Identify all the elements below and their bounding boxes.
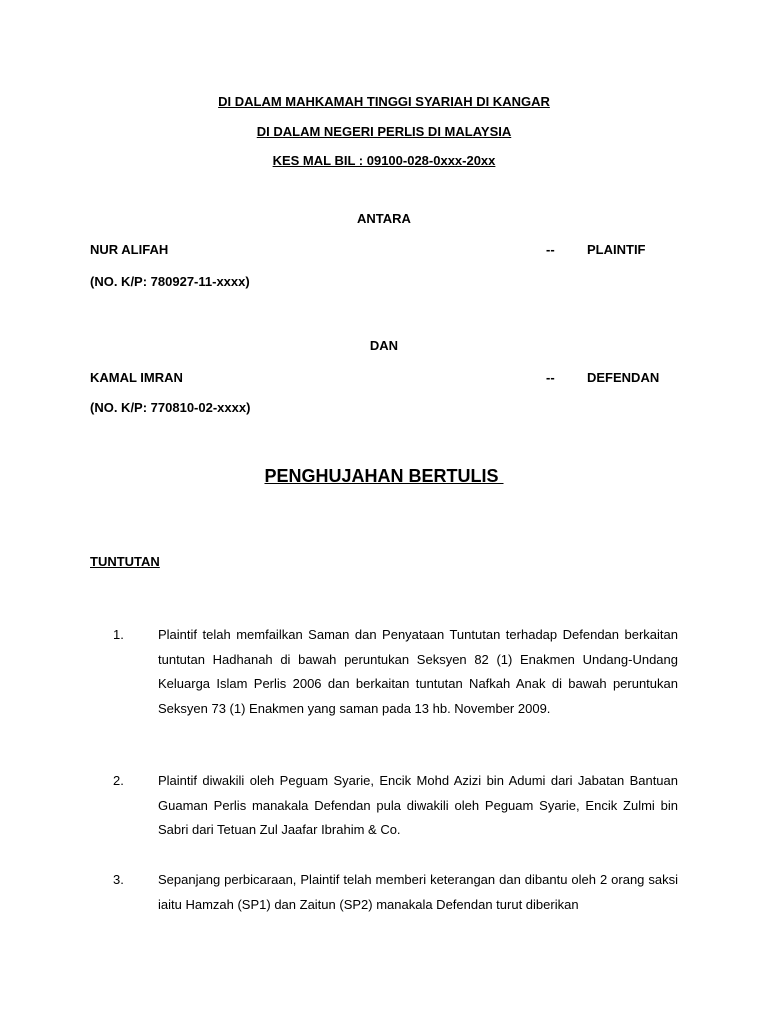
document-title: PENGHUJAHAN BERTULIS [264, 466, 504, 486]
paragraph-number: 2. [113, 773, 124, 788]
paragraph-text: Plaintif telah memfailkan Saman dan Penyataan Tuntutan terhadap Defendan berkaitan tuntutan Hadhanah di bawah peruntukan Seksyen 82 (1) Enakmen Undang-Undang Keluarga Islam Perlis 2006 dan berkaitan tuntutan Nafkah Anak di bawah peruntukan Seksyen 73 (1) Enakmen yang saman pada 13 hb. November 2009. [158, 627, 678, 716]
paragraph-number: 1. [113, 627, 124, 642]
plaintiff-name: NUR ALIFAH [90, 242, 169, 257]
paragraph-text: Sepanjang perbicaraan, Plaintif telah memberi keterangan dan dibantu oleh 2 orang saksi iaitu Hamzah (SP1) dan Zaitun (SP2) manakala Defendan turut diberikan [158, 872, 678, 912]
paragraph-text: Plaintif diwakili oleh Peguam Syarie, Encik Mohd Azizi bin Adumi dari Jabatan Bantuan Guaman Perlis manakala Defendan pula diwakili oleh Peguam Syarie, Encik Zulmi bin Sabri dari Tetuan Zul Jaafar Ibrahim & Co. [158, 773, 678, 837]
court-title-line-1: DI DALAM MAHKAMAH TINGGI SYARIAH DI KANGAR [218, 94, 550, 109]
paragraph-number: 3. [113, 872, 124, 887]
plaintiff-ic: (NO. K/P: 780927-11-xxxx) [90, 274, 250, 289]
plaintiff-role: PLAINTIF [587, 242, 646, 257]
case-number: KES MAL BIL : 09100-028-0xxx-20xx [272, 153, 496, 168]
defendant-role: DEFENDAN [587, 370, 660, 385]
and-label: DAN [369, 338, 399, 353]
defendant-ic: (NO. K/P: 770810-02-xxxx) [90, 400, 251, 415]
defendant-name: KAMAL IMRAN [90, 370, 183, 385]
section-heading-tuntutan: TUNTUTAN [90, 554, 160, 569]
court-title-line-2: DI DALAM NEGERI PERLIS DI MALAYSIA [256, 124, 512, 139]
defendant-dash: -- [546, 370, 555, 385]
plaintiff-dash: -- [546, 242, 555, 257]
between-label: ANTARA [357, 211, 411, 226]
